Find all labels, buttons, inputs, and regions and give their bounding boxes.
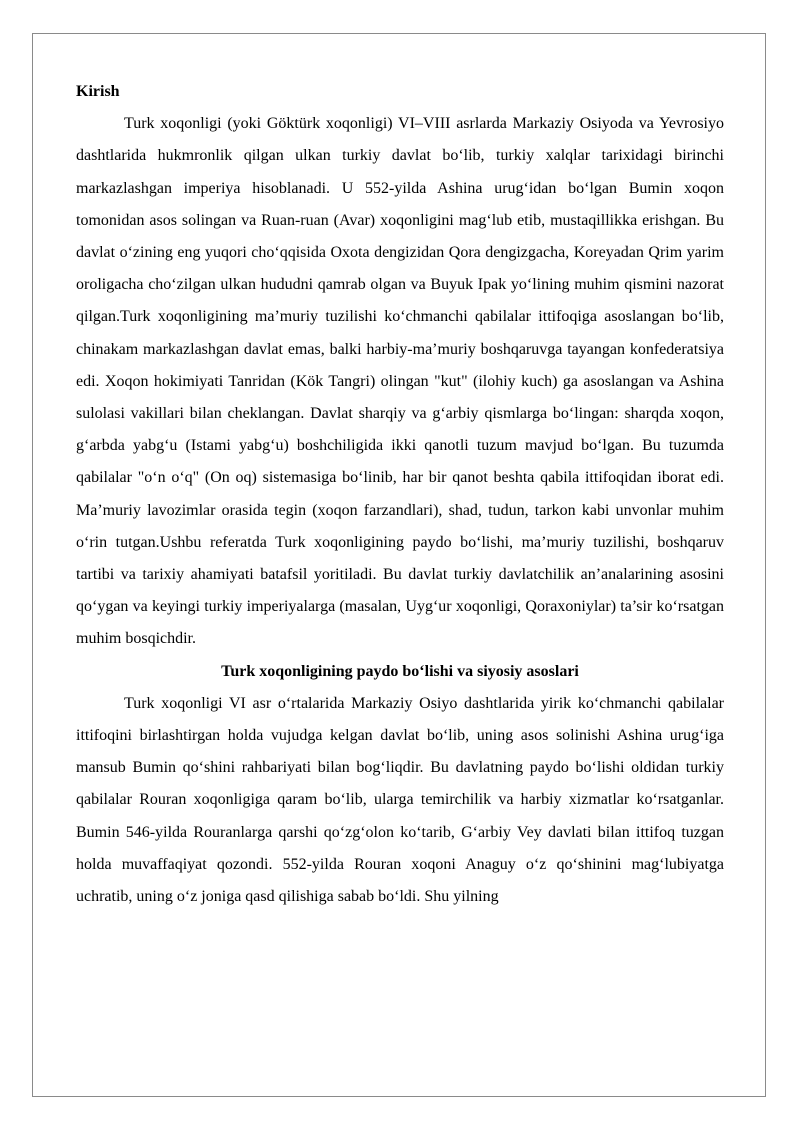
intro-paragraph: Turk xoqonligi (yoki Göktürk xoqonligi) VI–VIII asrlarda Markaziy Osiyoda va Yevrosiyo dashtlarida hukmronlik qilgan ulkan turkiy davlat bo‘lib, turkiy xalqlar tarixidagi birinchi markazlashgan imperiya hisoblanadi. U 552-yilda Ashina urug‘idan bo‘lgan Bumin xoqon tomonidan asos solingan va Ruan-ruan (Avar) xoqonligini mag‘lub etib, mustaqillikka erishgan. Bu davlat o‘zining eng yuqori cho‘qqisida Oxota dengizidan Qora dengizgacha, Koreyadan Qrim yarim oroligacha cho‘zilgan ulkan hududni qamrab olgan va Buyuk Ipak yo‘lining muhim qismini nazorat qilgan.Turk xoqonligining ma’muriy tuzilishi ko‘chmanchi qabilalar ittifoqiga asoslangan bo‘lib, chinakam markazlashgan davlat emas, balki harbiy-ma’muriy boshqaruvga tayangan konfederatsiya edi. Xoqon hokimiyati Tanridan (Kök Tangri) olingan "kut" (ilohiy kuch) ga asoslangan va Ashina sulolasi vakillari bilan cheklangan. Davlat sharqiy va g‘arbiy qismlarga bo‘lingan: sharqda xoqon, g‘arbda yabg‘u (Istami yabg‘u) boshchiligida ikki qanotli tuzum mavjud bo‘lgan. Bu tuzumda qabilalar "o‘n o‘q" (On oq) sistemasiga bo‘linib, har bir qanot beshta qabila ittifoqidan iborat edi. Ma’muriy lavozimlar orasida tegin (xoqon farzandlari), shad, tudun, tarkon kabi unvonlar muhim o‘rin tutgan.Ushbu referatda Turk xoqonligining paydo bo‘lishi, ma’muriy tuzilishi, boshqaruv tartibi va tarixiy ahamiyati batafsil yoritiladi. Bu davlat turkiy davlatchilik an’analarining asosini qo‘ygan va keyingi turkiy imperiyalarga (masalan, Uyg‘ur xoqonligi, Qoraxoniylar) ta’sir ko‘rsatgan muhim bosqichdir.	[76, 115, 724, 648]
section-heading: Turk xoqonligining paydo bo‘lishi va siyosiy asoslari	[221, 662, 579, 680]
document-body	[76, 76, 724, 913]
section-paragraph: Turk xoqonligi VI asr o‘rtalarida Markaziy Osiyo dashtlarida yirik ko‘chmanchi qabilalar ittifoqini birlashtirgan holda vujudga kelgan davlat bo‘lib, uning asos solinishi Ashina urug‘iga mansub Bumin qo‘shini rahbariyati bilan bog‘liqdir. Bu davlatning paydo bo‘lishi oldidan turkiy qabilalar Rouran xoqonligiga qaram bo‘lib, ularga temirchilik va harbiy xizmatlar ko‘rsatganlar. Bumin 546-yilda Rouranlarga qarshi qo‘zg‘olon ko‘tarib, G‘arbiy Vey davlati bilan ittifoq tuzgan holda muvaffaqiyat qozondi. 552-yilda Rouran xoqoni Anaguy o‘z qo‘shinini mag‘lubiyatga uchratib, uning o‘z joniga qasd qilishiga sabab bo‘ldi. Shu yilning	[76, 694, 724, 906]
intro-heading: Kirish	[76, 83, 120, 100]
